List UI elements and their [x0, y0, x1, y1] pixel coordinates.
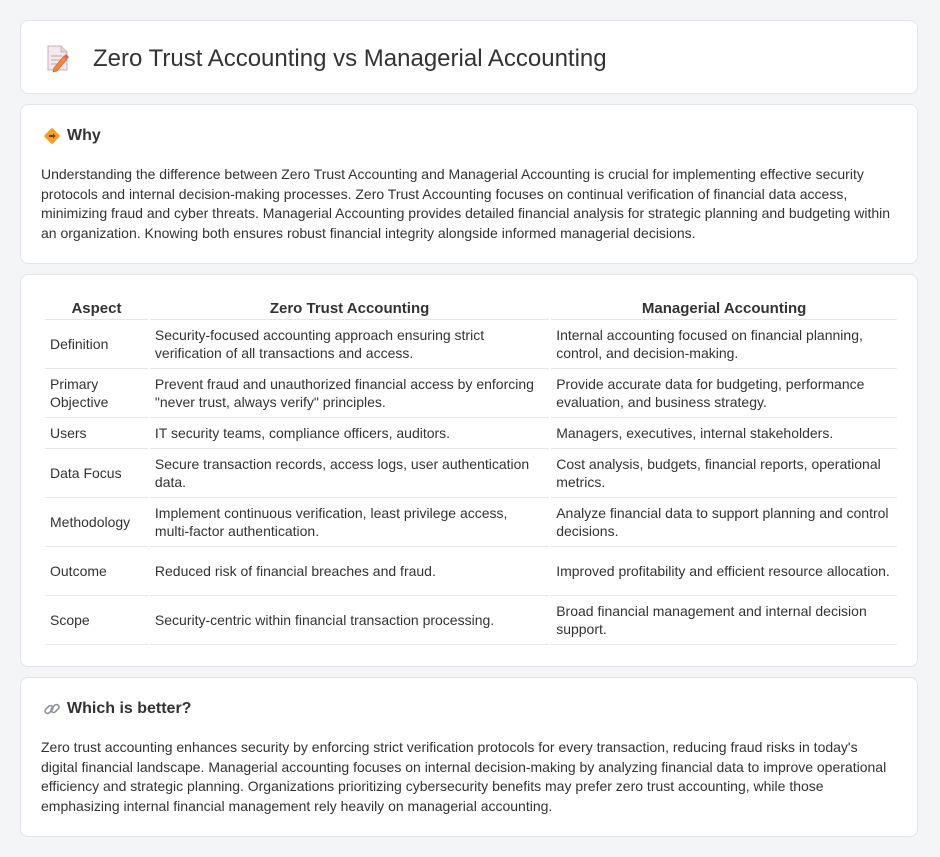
- row-zero-trust: Implement continuous verification, least privilege access, multi-factor authentication.: [150, 498, 549, 547]
- table-row: [45, 320, 897, 369]
- page-title: Zero Trust Accounting vs Managerial Accounting: [93, 45, 607, 72]
- row-managerial: Provide accurate data for budgeting, performance evaluation, and business strategy.: [551, 369, 897, 418]
- header-aspect: Aspect: [45, 297, 148, 320]
- table-row: [45, 449, 897, 498]
- row-zero-trust: Secure transaction records, access logs, user authentication data.: [150, 449, 549, 498]
- row-aspect: Data Focus: [45, 449, 148, 498]
- document-pencil-icon: [45, 44, 71, 74]
- table-header-row: [45, 297, 897, 320]
- better-text: Zero trust accounting enhances security by enforcing strict verification protocols for every transaction, reducing fraud risks in today's digital financial landscape. Managerial accounting focuses on internal decision-making by analyzing financial data to improve operational efficiency and strategic planning. Organizations prioritizing cybersecurity benefits may prefer zero trust accounting, while those emphasizing internal financial management rely heavily on managerial accounting.: [41, 739, 887, 814]
- row-managerial: Improved profitability and efficient resource allocation.: [551, 547, 897, 596]
- table-row: [45, 596, 897, 645]
- why-text: Understanding the difference between Zero Trust Accounting and Managerial Accounting is crucial for implementing effective security protocols and internal decision-making processes. Zero Trust Accounting focuses on continual verification of financial data access, minimizing fraud and cyber threats. Managerial Accounting provides detailed financial analysis for strategic planning and budgeting within an organization. Knowing both ensures robust financial integrity alongside informed managerial decisions.: [41, 166, 891, 241]
- header-managerial: Managerial Accounting: [551, 297, 897, 320]
- table-row: [45, 498, 897, 547]
- row-zero-trust: Prevent fraud and unauthorized financial access by enforcing "never trust, always verify" principles.: [150, 369, 549, 418]
- why-heading-row: [43, 127, 101, 145]
- row-aspect: Outcome: [45, 547, 148, 596]
- table-row: [45, 547, 897, 596]
- why-heading: Why: [67, 127, 101, 144]
- row-zero-trust: IT security teams, compliance officers, auditors.: [150, 418, 549, 449]
- row-zero-trust: Reduced risk of financial breaches and fraud.: [150, 547, 549, 596]
- row-aspect: Definition: [45, 320, 148, 369]
- table-row: [45, 418, 897, 449]
- row-aspect: Primary Objective: [45, 369, 148, 418]
- row-aspect: Scope: [45, 596, 148, 645]
- row-managerial: Cost analysis, budgets, financial reports, operational metrics.: [551, 449, 897, 498]
- title-row: [45, 43, 607, 75]
- comparison-table: [43, 297, 899, 645]
- link-icon: [43, 700, 61, 718]
- row-zero-trust: Security-centric within financial transaction processing.: [150, 596, 549, 645]
- row-zero-trust: Security-focused accounting approach ensuring strict verification of all transactions and access.: [150, 320, 549, 369]
- header-zero-trust: Zero Trust Accounting: [150, 297, 549, 320]
- title-card: [20, 20, 918, 94]
- row-aspect: Methodology: [45, 498, 148, 547]
- why-section: [20, 104, 918, 264]
- diamond-direction-icon: [43, 127, 61, 145]
- which-better-section: [20, 677, 918, 837]
- comparison-section: [20, 274, 918, 667]
- row-managerial: Internal accounting focused on financial planning, control, and decision-making.: [551, 320, 897, 369]
- row-managerial: Managers, executives, internal stakeholders.: [551, 418, 897, 449]
- table-row: [45, 369, 897, 418]
- better-heading-row: [43, 700, 191, 718]
- row-managerial: Broad financial management and internal decision support.: [551, 596, 897, 645]
- row-aspect: Users: [45, 418, 148, 449]
- better-heading: Which is better?: [67, 700, 192, 717]
- row-managerial: Analyze financial data to support planning and control decisions.: [551, 498, 897, 547]
